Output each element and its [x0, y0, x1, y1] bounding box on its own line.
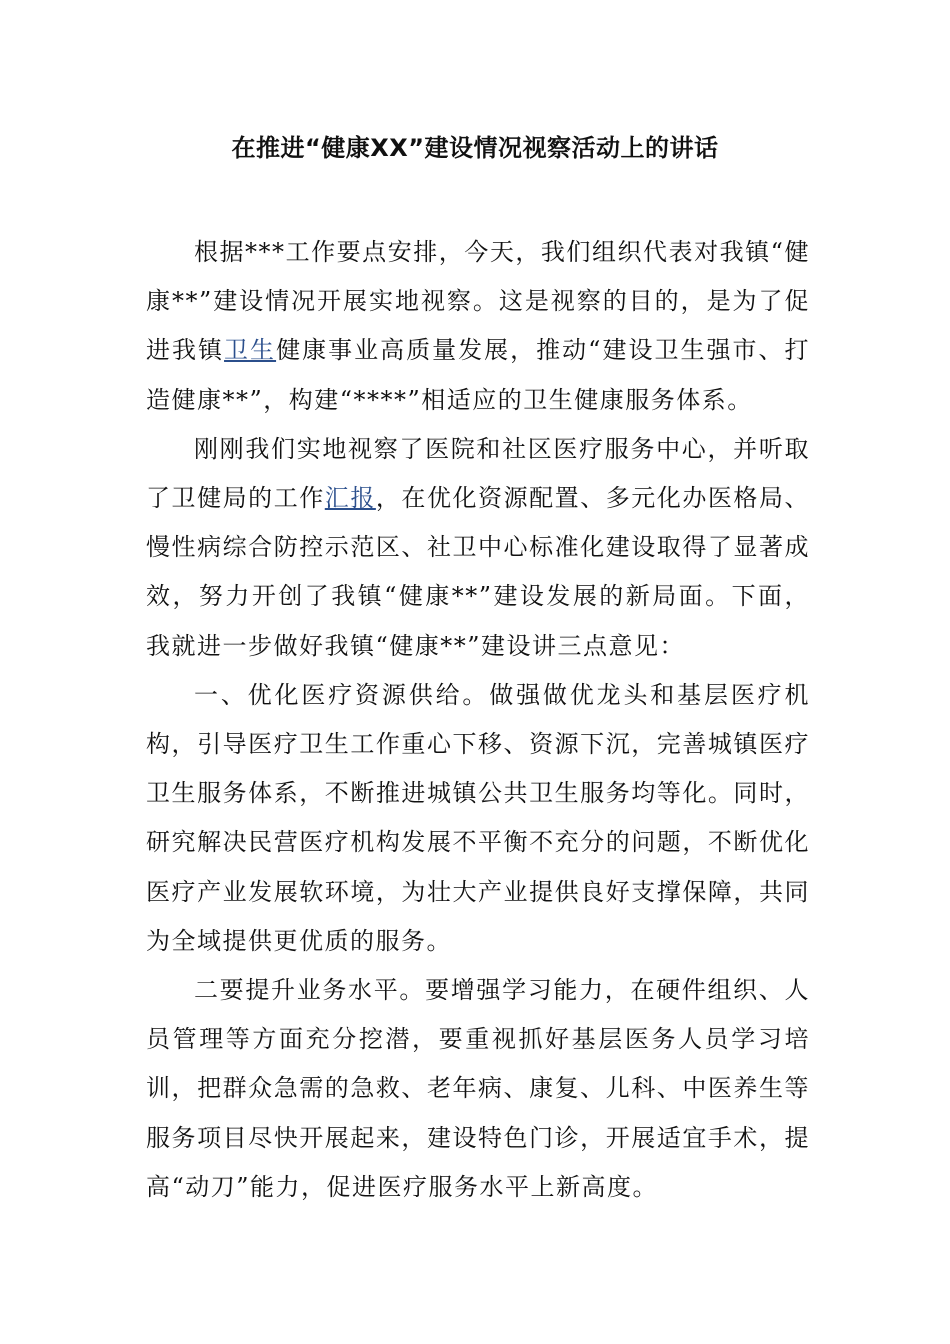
link-huibao[interactable]: 汇报: [324, 484, 376, 513]
document-body: [146, 228, 810, 1212]
document-title: 在推进“健康XX”建设情况视察活动上的讲话: [231, 134, 719, 162]
paragraph-3: 一、优化医疗资源供给。做强做优龙头和基层医疗机构，引导医疗卫生工作重心下移、资源下沉，完善城镇医疗卫生服务体系，不断推进城镇公共卫生服务均等化。同时，研究解决民营医疗机构发展不平衡不充分的问题，不断优化医疗产业发展软环境，为壮大产业提供良好支撑保障，共同为全域提供更优质的服务。: [146, 680, 810, 955]
paragraph-1-text-start: 根据***工作要点安排，今天，我们组织代表对我镇“健康**”建设情况开展实地视察。这是视察的目的，是为了促进我镇: [146, 238, 810, 365]
paragraph-4: 二要提升业务水平。要增强学习能力，在硬件组织、人员管理等方面充分挖潜，要重视抓好基层医务人员学习培训，把群众急需的急救、老年病、康复、儿科、中医养生等服务项目尽快开展起来，建设特色门诊，开展适宜手术，提高“动刀”能力，促进医疗服务水平上新高度。: [146, 976, 810, 1201]
paragraph-2-text-end: ，在优化资源配置、多元化办医格局、慢性病综合防控示范区、社卫中心标准化建设取得了显著成效，努力开创了我镇“健康**”建设发展的新局面。下面，我就进一步做好我镇“健康**”建设讲三点意见：: [146, 484, 811, 660]
paragraph-2-text-start: 刚刚我们实地视察了医院和社区医疗服务中心，并听取了卫健局的工作: [146, 434, 810, 513]
paragraph-2: [146, 425, 810, 671]
paragraph-1: [146, 228, 810, 425]
paragraph-1-text-end: 健康事业高质量发展，推动“建设卫生强市、打造健康**”，构建“****”相适应的卫生健康服务体系。: [146, 336, 811, 414]
link-weisheng[interactable]: 卫生: [224, 336, 277, 365]
